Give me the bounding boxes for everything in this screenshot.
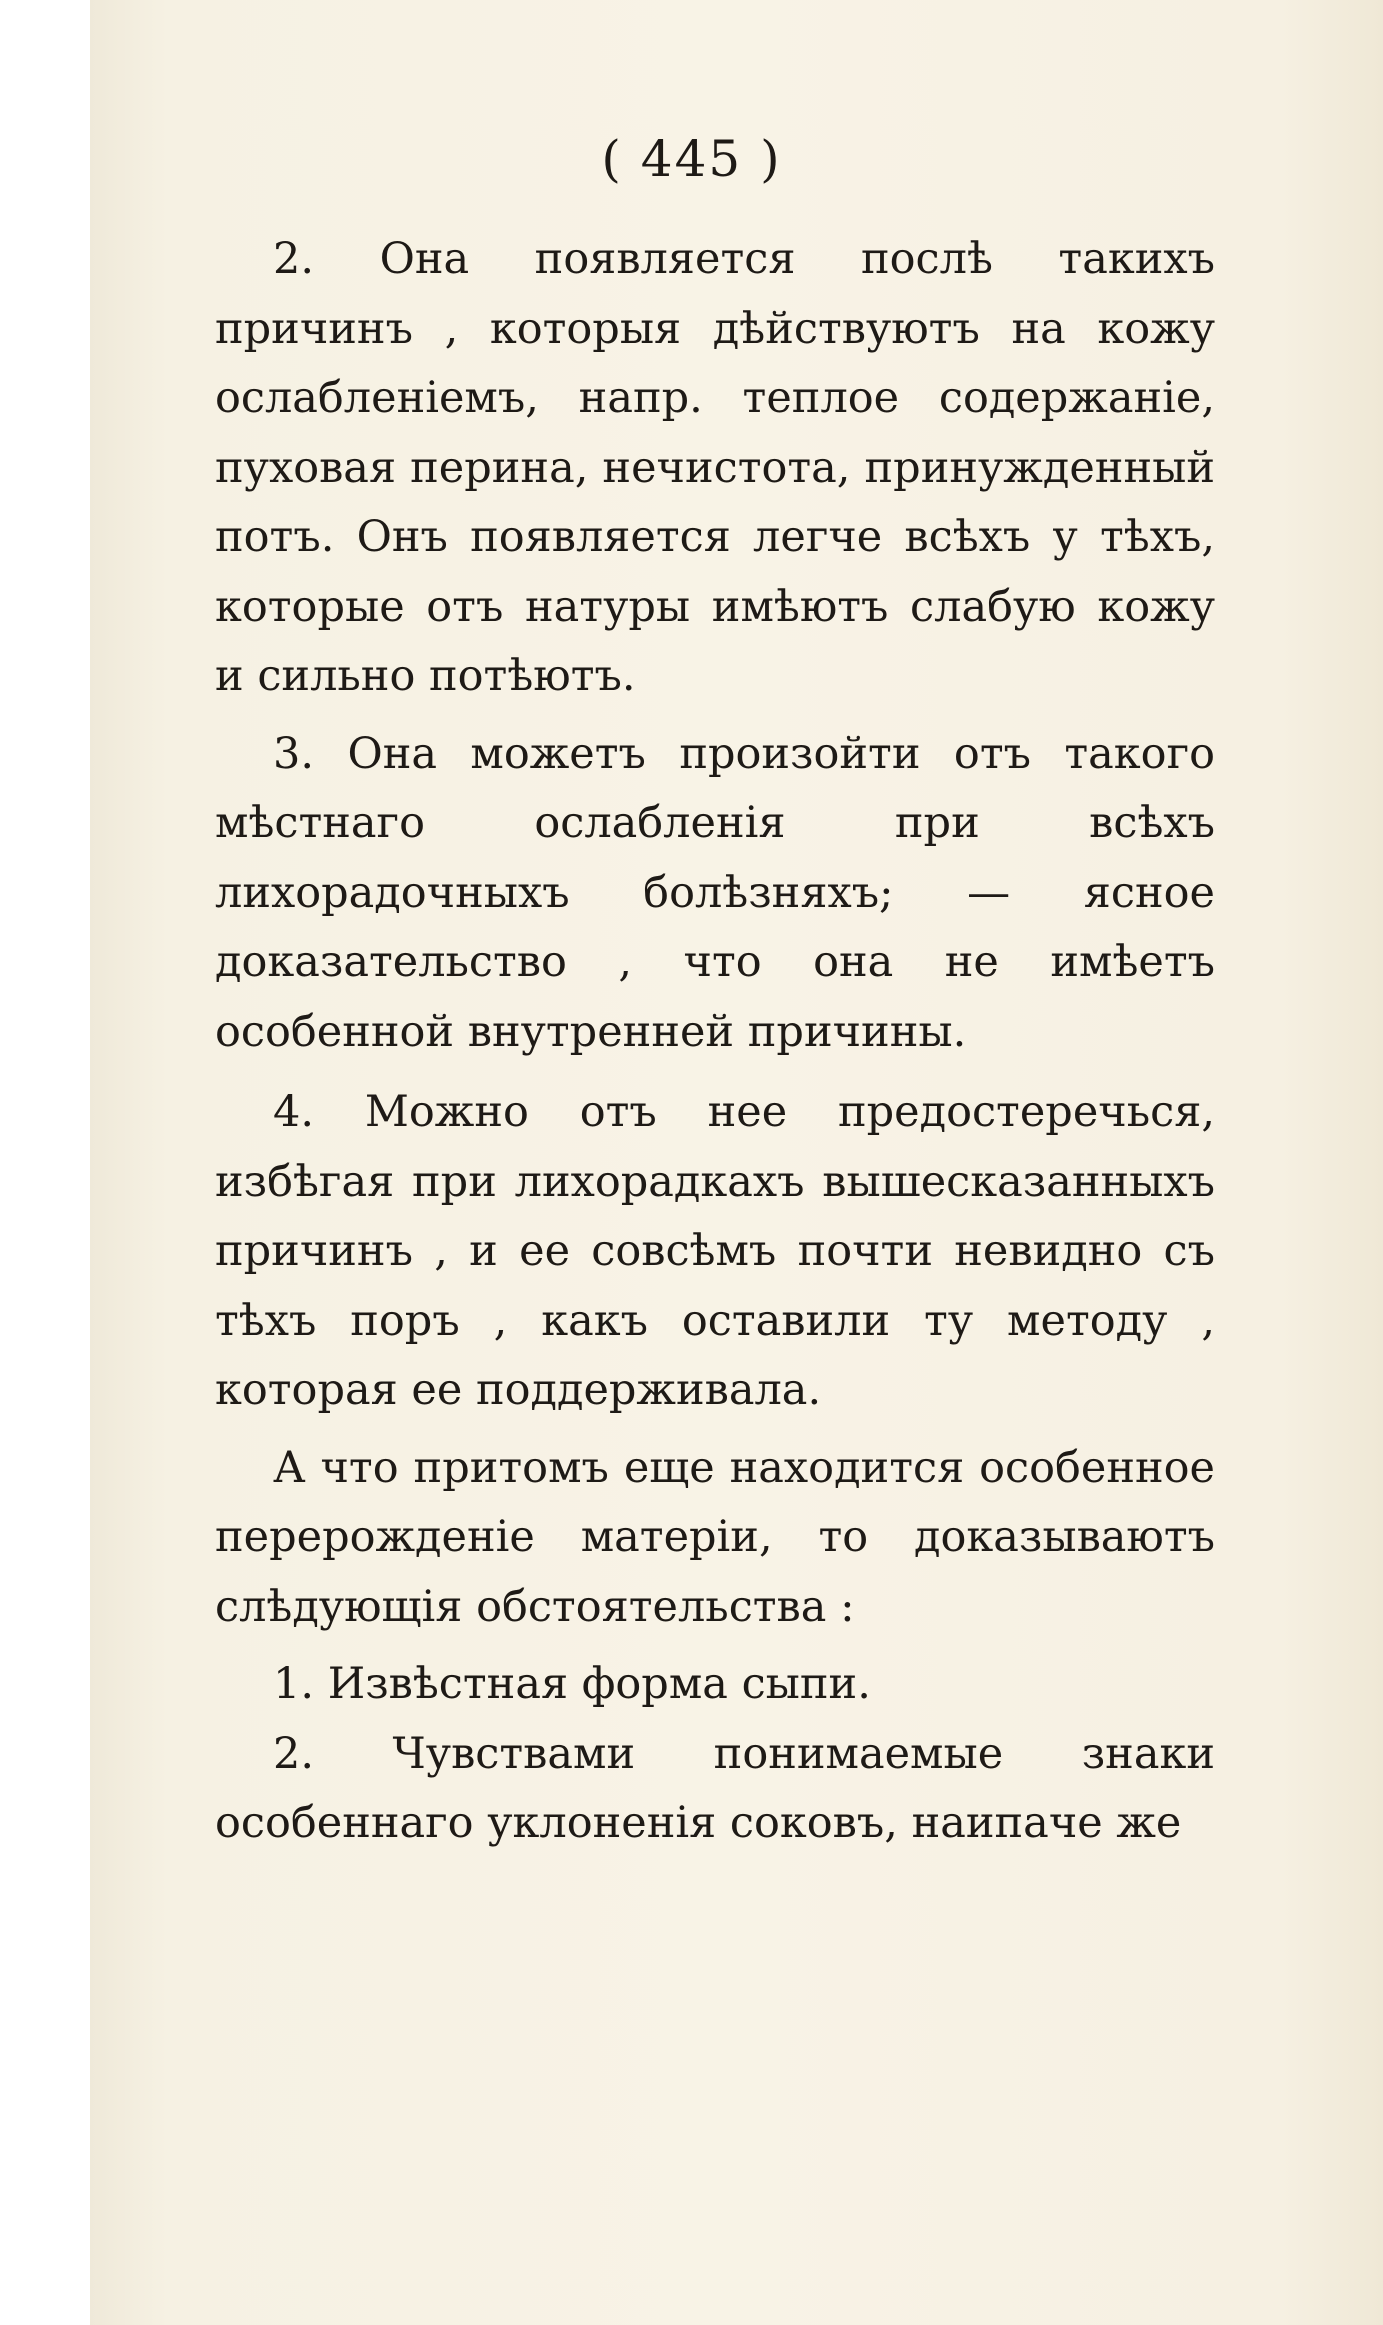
page-number: ( 445 ) <box>601 130 782 188</box>
page-text <box>215 225 1215 1859</box>
paragraph-3: 3. Она можетъ произойти отъ такого мѣстнаго ослабленія при всѣхъ лихорадочныхъ болѣзняхъ; — ясное доказательство , что она не имѣетъ особенной внутренней причины. <box>215 728 1215 1057</box>
paragraph-2: 2. Она появляется послѣ такихъ причинъ , которыя дѣйствуютъ на кожу ослабленіемъ, напр. теплое содержаніе, пуховая перина, нечистота, принужденный потъ. Онъ появляется легче всѣхъ у тѣхъ, которые отъ натуры имѣютъ слабую кожу и сильно потѣютъ. <box>215 234 1215 701</box>
list-item-2: 2. Чувствами понимаемые знаки особеннаго уклоненія соковъ, наипаче же <box>215 1728 1215 1848</box>
paragraph-circumstances: А что притомъ еще находится особенное перерожденіе матеріи, то доказываютъ слѣдующія обстоятельства : <box>215 1442 1215 1632</box>
paragraph-4: 4. Можно отъ нее предостеречься, избѣгая при лихорадкахъ вышесказанныхъ причинъ , и ее совсѣмъ почти невидно съ тѣхъ поръ , какъ оставили ту методу , которая ее поддерживала. <box>215 1087 1215 1415</box>
list-item-1: 1. Извѣстная форма сыпи. <box>273 1659 871 1709</box>
